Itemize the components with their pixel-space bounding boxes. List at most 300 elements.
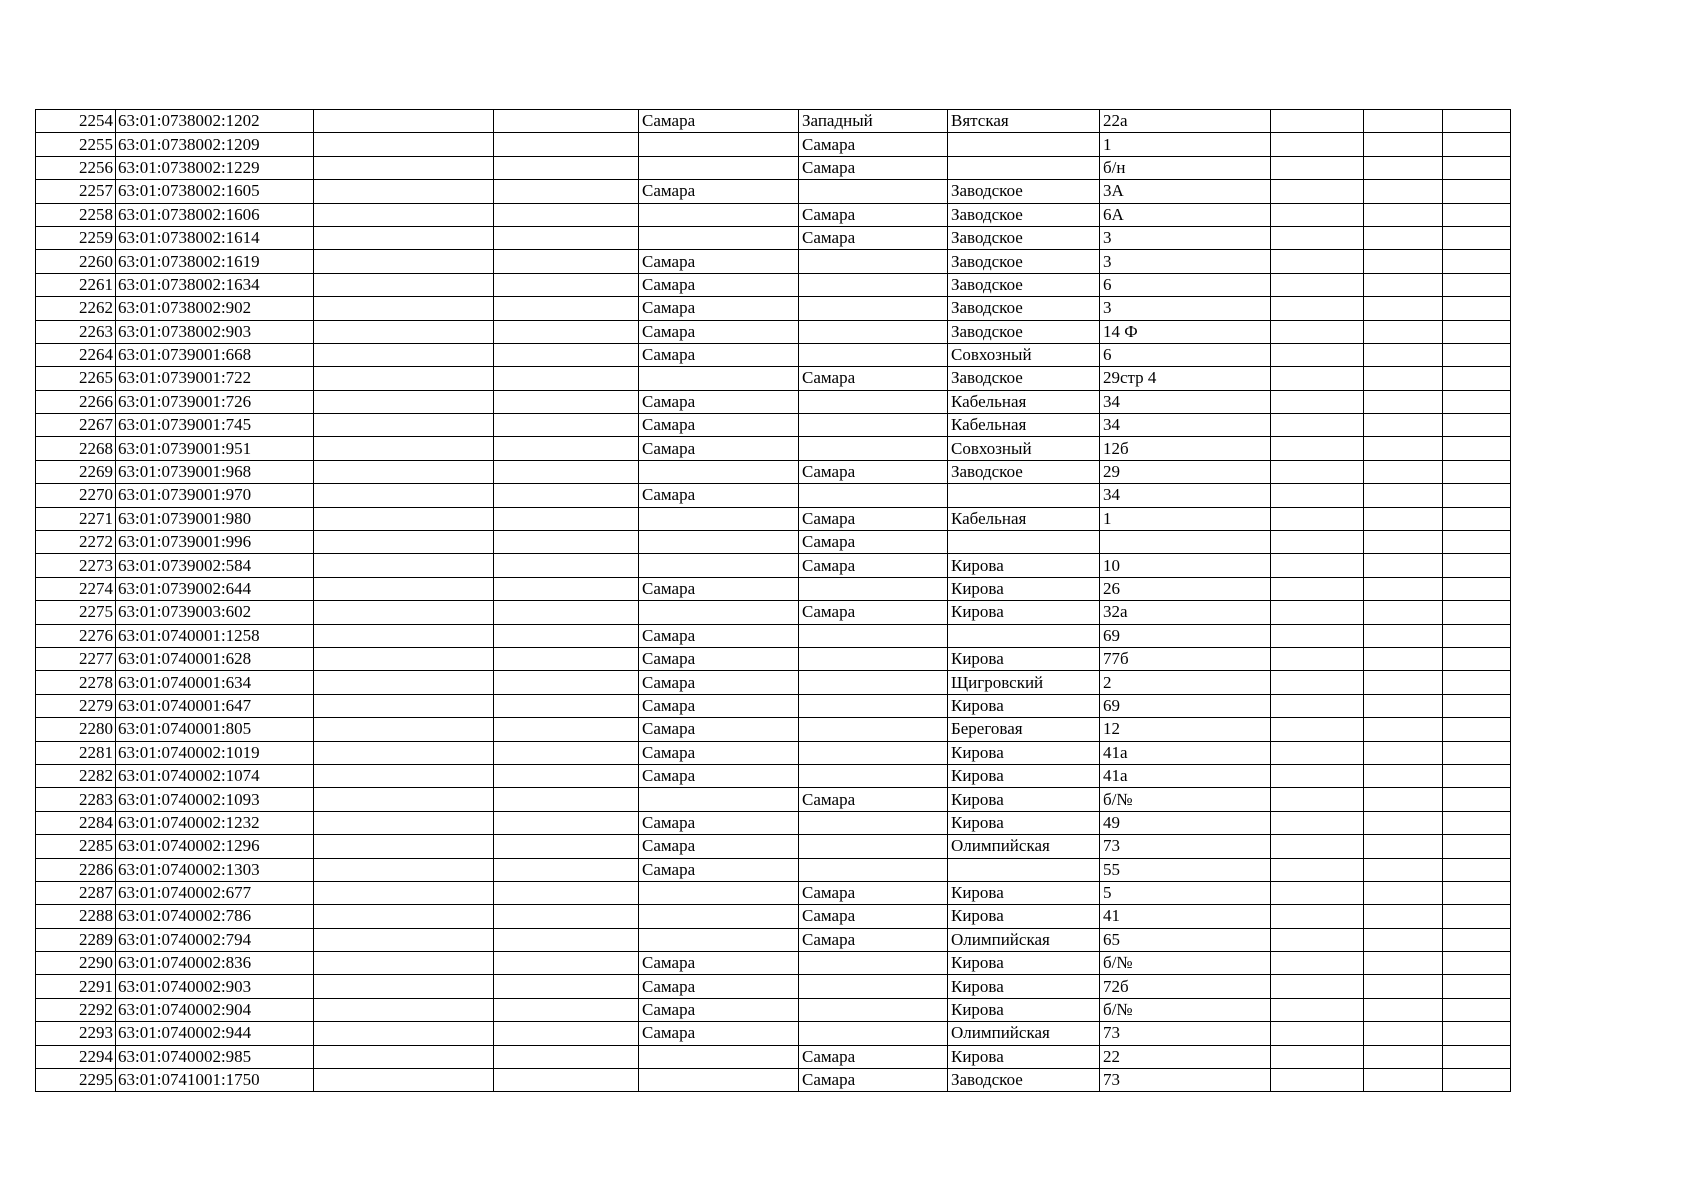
house-number-cell: 6 [1100, 343, 1271, 366]
empty-cell [314, 905, 494, 928]
empty-cell [314, 554, 494, 577]
empty-cell [314, 180, 494, 203]
table-row [36, 952, 1590, 975]
empty-cell [1443, 835, 1511, 858]
empty-cell [314, 507, 494, 530]
empty-cell [1364, 1045, 1443, 1068]
row-number-cell: 2261 [36, 273, 116, 296]
empty-cell [1364, 180, 1443, 203]
empty-cell [1271, 647, 1364, 670]
empty-cell [314, 928, 494, 951]
row-number-cell: 2274 [36, 577, 116, 600]
row-number-cell: 2284 [36, 811, 116, 834]
empty-cell [1364, 835, 1443, 858]
empty-cell [1364, 741, 1443, 764]
empty-cell [1364, 531, 1443, 554]
empty-cell [1443, 671, 1511, 694]
table-row [36, 531, 1590, 554]
empty-cell [1271, 484, 1364, 507]
city-cell: Самара [639, 741, 799, 764]
empty-cell [494, 133, 639, 156]
row-number-cell: 2260 [36, 250, 116, 273]
row-number-cell: 2256 [36, 156, 116, 179]
empty-cell [1443, 647, 1511, 670]
table-row [36, 320, 1590, 343]
row-number-cell: 2290 [36, 952, 116, 975]
house-number-cell: 41а [1100, 741, 1271, 764]
empty-cell [1443, 367, 1511, 390]
empty-cell [1271, 928, 1364, 951]
empty-cell [494, 554, 639, 577]
district-or-city-cell: Самара [799, 133, 948, 156]
city-cell [639, 1069, 799, 1092]
city-cell: Самара [639, 110, 799, 133]
house-number-cell: 3 [1100, 226, 1271, 249]
district-or-city-cell: Самара [799, 601, 948, 624]
empty-cell [1271, 367, 1364, 390]
empty-cell [1271, 156, 1364, 179]
cadastral-number-cell: 63:01:0740002:1303 [116, 858, 314, 881]
street-cell [948, 858, 1100, 881]
empty-cell [494, 858, 639, 881]
empty-cell [314, 414, 494, 437]
row-number-cell: 2293 [36, 1022, 116, 1045]
city-cell: Самара [639, 297, 799, 320]
empty-cell [494, 718, 639, 741]
city-cell [639, 788, 799, 811]
empty-cell [314, 881, 494, 904]
cadastral-number-cell: 63:01:0740002:1019 [116, 741, 314, 764]
street-cell: Кирова [948, 764, 1100, 787]
empty-cell [1271, 343, 1364, 366]
street-cell: Щигровский [948, 671, 1100, 694]
table-row [36, 343, 1590, 366]
empty-cell [494, 203, 639, 226]
house-number-cell: 32а [1100, 601, 1271, 624]
empty-cell [494, 390, 639, 413]
empty-cell [1364, 390, 1443, 413]
city-cell: Самара [639, 343, 799, 366]
cadastral-number-cell: 63:01:0739001:968 [116, 460, 314, 483]
district-or-city-cell: Самара [799, 531, 948, 554]
empty-cell [314, 952, 494, 975]
street-cell: Заводское [948, 273, 1100, 296]
table-row [36, 647, 1590, 670]
empty-cell [1271, 531, 1364, 554]
city-cell [639, 156, 799, 179]
district-or-city-cell [799, 414, 948, 437]
empty-cell [1443, 226, 1511, 249]
empty-cell [1443, 1045, 1511, 1068]
district-or-city-cell [799, 647, 948, 670]
empty-cell [1271, 998, 1364, 1021]
empty-cell [494, 647, 639, 670]
empty-cell [1271, 226, 1364, 249]
district-or-city-cell: Самара [799, 226, 948, 249]
cadastral-number-cell: 63:01:0740002:1232 [116, 811, 314, 834]
empty-cell [314, 531, 494, 554]
district-or-city-cell [799, 741, 948, 764]
table-row [36, 367, 1590, 390]
district-or-city-cell [799, 998, 948, 1021]
empty-cell [314, 156, 494, 179]
empty-cell [1271, 881, 1364, 904]
house-number-cell: 3 [1100, 250, 1271, 273]
empty-cell [494, 273, 639, 296]
row-number-cell: 2279 [36, 694, 116, 717]
cadastral-number-cell: 63:01:0738002:1634 [116, 273, 314, 296]
cadastral-number-cell: 63:01:0740002:794 [116, 928, 314, 951]
empty-cell [314, 998, 494, 1021]
district-or-city-cell [799, 835, 948, 858]
empty-cell [314, 647, 494, 670]
registry-table-body [36, 110, 1590, 1092]
city-cell [639, 531, 799, 554]
house-number-cell: 5 [1100, 881, 1271, 904]
empty-cell [494, 531, 639, 554]
district-or-city-cell [799, 297, 948, 320]
empty-cell [1443, 694, 1511, 717]
empty-cell [314, 764, 494, 787]
empty-cell [314, 343, 494, 366]
house-number-cell: б/№ [1100, 788, 1271, 811]
district-or-city-cell: Самара [799, 905, 948, 928]
table-row [36, 881, 1590, 904]
empty-cell [1364, 110, 1443, 133]
district-or-city-cell: Самара [799, 367, 948, 390]
city-cell: Самара [639, 484, 799, 507]
empty-cell [314, 1022, 494, 1045]
house-number-cell: 72б [1100, 975, 1271, 998]
empty-cell [1271, 554, 1364, 577]
cadastral-number-cell: 63:01:0739003:602 [116, 601, 314, 624]
row-number-cell: 2255 [36, 133, 116, 156]
empty-cell [494, 998, 639, 1021]
street-cell: Заводское [948, 250, 1100, 273]
city-cell: Самара [639, 811, 799, 834]
empty-cell [1443, 952, 1511, 975]
empty-cell [1364, 694, 1443, 717]
cadastral-number-cell: 63:01:0739001:996 [116, 531, 314, 554]
table-row [36, 998, 1590, 1021]
empty-cell [1443, 764, 1511, 787]
row-number-cell: 2283 [36, 788, 116, 811]
table-row [36, 156, 1590, 179]
cadastral-number-cell: 63:01:0740002:677 [116, 881, 314, 904]
empty-cell [314, 577, 494, 600]
registry-sheet [35, 109, 1590, 1092]
empty-cell [1443, 975, 1511, 998]
row-number-cell: 2277 [36, 647, 116, 670]
table-row [36, 1022, 1590, 1045]
table-row [36, 577, 1590, 600]
cadastral-number-cell: 63:01:0739002:584 [116, 554, 314, 577]
house-number-cell: 26 [1100, 577, 1271, 600]
empty-cell [1271, 133, 1364, 156]
street-cell: Заводское [948, 226, 1100, 249]
empty-cell [314, 788, 494, 811]
empty-cell [1364, 811, 1443, 834]
street-cell [948, 133, 1100, 156]
city-cell: Самара [639, 975, 799, 998]
empty-cell [1443, 156, 1511, 179]
empty-cell [314, 1045, 494, 1068]
empty-cell [1443, 1022, 1511, 1045]
empty-cell [494, 1045, 639, 1068]
empty-cell [1364, 133, 1443, 156]
empty-cell [314, 671, 494, 694]
row-number-cell: 2292 [36, 998, 116, 1021]
empty-cell [314, 320, 494, 343]
empty-cell [1443, 320, 1511, 343]
district-or-city-cell: Самара [799, 881, 948, 904]
cadastral-number-cell: 63:01:0739001:668 [116, 343, 314, 366]
empty-cell [1364, 647, 1443, 670]
street-cell [948, 156, 1100, 179]
row-number-cell: 2286 [36, 858, 116, 881]
empty-cell [494, 835, 639, 858]
empty-cell [494, 671, 639, 694]
row-number-cell: 2267 [36, 414, 116, 437]
table-row [36, 507, 1590, 530]
empty-cell [1364, 367, 1443, 390]
empty-cell [1364, 414, 1443, 437]
empty-cell [1364, 1069, 1443, 1092]
empty-cell [1271, 788, 1364, 811]
row-number-cell: 2281 [36, 741, 116, 764]
empty-cell [314, 273, 494, 296]
empty-cell [494, 975, 639, 998]
row-number-cell: 2291 [36, 975, 116, 998]
row-number-cell: 2282 [36, 764, 116, 787]
cadastral-number-cell: 63:01:0738002:1229 [116, 156, 314, 179]
empty-cell [1271, 601, 1364, 624]
row-number-cell: 2263 [36, 320, 116, 343]
house-number-cell: 73 [1100, 835, 1271, 858]
city-cell: Самара [639, 694, 799, 717]
cadastral-number-cell: 63:01:0738002:1209 [116, 133, 314, 156]
city-cell: Самара [639, 858, 799, 881]
house-number-cell: б/№ [1100, 952, 1271, 975]
empty-cell [1443, 998, 1511, 1021]
empty-cell [1443, 531, 1511, 554]
empty-cell [494, 952, 639, 975]
city-cell [639, 1045, 799, 1068]
house-number-cell: 3 [1100, 297, 1271, 320]
empty-cell [1364, 601, 1443, 624]
house-number-cell: 1 [1100, 133, 1271, 156]
empty-cell [1364, 952, 1443, 975]
empty-cell [1271, 718, 1364, 741]
table-row [36, 905, 1590, 928]
row-number-cell: 2273 [36, 554, 116, 577]
city-cell [639, 554, 799, 577]
city-cell: Самара [639, 952, 799, 975]
city-cell: Самара [639, 180, 799, 203]
empty-cell [1443, 460, 1511, 483]
cadastral-number-cell: 63:01:0740001:634 [116, 671, 314, 694]
empty-cell [1364, 437, 1443, 460]
district-or-city-cell: Западный [799, 110, 948, 133]
table-row [36, 601, 1590, 624]
empty-cell [1364, 718, 1443, 741]
district-or-city-cell [799, 952, 948, 975]
cadastral-number-cell: 63:01:0739001:726 [116, 390, 314, 413]
city-cell: Самара [639, 764, 799, 787]
empty-cell [1443, 624, 1511, 647]
street-cell: Кирова [948, 952, 1100, 975]
empty-cell [494, 484, 639, 507]
district-or-city-cell [799, 343, 948, 366]
empty-cell [494, 437, 639, 460]
table-row [36, 180, 1590, 203]
empty-cell [1364, 858, 1443, 881]
empty-cell [1364, 998, 1443, 1021]
house-number-cell: 77б [1100, 647, 1271, 670]
cadastral-number-cell: 63:01:0738002:1614 [116, 226, 314, 249]
empty-cell [1271, 577, 1364, 600]
table-row [36, 764, 1590, 787]
cadastral-number-cell: 63:01:0738002:903 [116, 320, 314, 343]
city-cell: Самара [639, 647, 799, 670]
empty-cell [494, 180, 639, 203]
table-row [36, 858, 1590, 881]
district-or-city-cell [799, 811, 948, 834]
house-number-cell: 2 [1100, 671, 1271, 694]
empty-cell [494, 577, 639, 600]
row-number-cell: 2285 [36, 835, 116, 858]
street-cell: Береговая [948, 718, 1100, 741]
empty-cell [1271, 1022, 1364, 1045]
empty-cell [494, 788, 639, 811]
empty-cell [494, 110, 639, 133]
street-cell: Кирова [948, 554, 1100, 577]
table-row [36, 226, 1590, 249]
city-cell: Самара [639, 273, 799, 296]
empty-cell [314, 718, 494, 741]
district-or-city-cell [799, 671, 948, 694]
row-number-cell: 2270 [36, 484, 116, 507]
city-cell: Самара [639, 437, 799, 460]
empty-cell [314, 437, 494, 460]
empty-cell [494, 905, 639, 928]
row-number-cell: 2265 [36, 367, 116, 390]
house-number-cell: 29стр 4 [1100, 367, 1271, 390]
row-number-cell: 2295 [36, 1069, 116, 1092]
house-number-cell: 34 [1100, 484, 1271, 507]
empty-cell [314, 390, 494, 413]
empty-cell [1364, 554, 1443, 577]
empty-cell [1443, 905, 1511, 928]
house-number-cell: 41 [1100, 905, 1271, 928]
city-cell: Самара [639, 250, 799, 273]
empty-cell [494, 414, 639, 437]
city-cell [639, 226, 799, 249]
empty-cell [1443, 250, 1511, 273]
empty-cell [1364, 250, 1443, 273]
empty-cell [1364, 788, 1443, 811]
district-or-city-cell: Самара [799, 788, 948, 811]
empty-cell [1364, 226, 1443, 249]
district-or-city-cell [799, 858, 948, 881]
empty-cell [1443, 273, 1511, 296]
empty-cell [1271, 203, 1364, 226]
city-cell: Самара [639, 718, 799, 741]
city-cell: Самара [639, 320, 799, 343]
empty-cell [1364, 905, 1443, 928]
row-number-cell: 2269 [36, 460, 116, 483]
empty-cell [1271, 1069, 1364, 1092]
cadastral-number-cell: 63:01:0740002:1296 [116, 835, 314, 858]
empty-cell [1271, 110, 1364, 133]
cadastral-number-cell: 63:01:0740002:904 [116, 998, 314, 1021]
house-number-cell: 34 [1100, 414, 1271, 437]
table-row [36, 624, 1590, 647]
empty-cell [1364, 343, 1443, 366]
district-or-city-cell: Самара [799, 1069, 948, 1092]
street-cell: Заводское [948, 460, 1100, 483]
empty-cell [1271, 180, 1364, 203]
cadastral-number-cell: 63:01:0739001:745 [116, 414, 314, 437]
cadastral-number-cell: 63:01:0739002:644 [116, 577, 314, 600]
cadastral-number-cell: 63:01:0738002:902 [116, 297, 314, 320]
street-cell [948, 484, 1100, 507]
empty-cell [1364, 671, 1443, 694]
house-number-cell: 73 [1100, 1069, 1271, 1092]
table-row [36, 1045, 1590, 1068]
street-cell: Кабельная [948, 390, 1100, 413]
cadastral-number-cell: 63:01:0740001:647 [116, 694, 314, 717]
empty-cell [1271, 952, 1364, 975]
empty-cell [1271, 671, 1364, 694]
empty-cell [1443, 718, 1511, 741]
district-or-city-cell [799, 437, 948, 460]
city-cell [639, 905, 799, 928]
table-row [36, 273, 1590, 296]
city-cell [639, 928, 799, 951]
cadastral-number-cell: 63:01:0738002:1202 [116, 110, 314, 133]
district-or-city-cell [799, 250, 948, 273]
row-number-cell: 2258 [36, 203, 116, 226]
empty-cell [1443, 484, 1511, 507]
empty-cell [314, 297, 494, 320]
street-cell: Кирова [948, 881, 1100, 904]
house-number-cell: 34 [1100, 390, 1271, 413]
table-row [36, 811, 1590, 834]
empty-cell [1364, 156, 1443, 179]
street-cell: Вятская [948, 110, 1100, 133]
row-number-cell: 2294 [36, 1045, 116, 1068]
registry-table [35, 109, 1590, 1092]
street-cell: Кирова [948, 811, 1100, 834]
district-or-city-cell: Самара [799, 928, 948, 951]
street-cell [948, 531, 1100, 554]
empty-cell [314, 226, 494, 249]
empty-cell [494, 811, 639, 834]
empty-cell [314, 460, 494, 483]
row-number-cell: 2264 [36, 343, 116, 366]
district-or-city-cell: Самара [799, 1045, 948, 1068]
district-or-city-cell [799, 1022, 948, 1045]
empty-cell [314, 110, 494, 133]
cadastral-number-cell: 63:01:0738002:1619 [116, 250, 314, 273]
street-cell: Кирова [948, 601, 1100, 624]
empty-cell [1364, 507, 1443, 530]
empty-cell [494, 297, 639, 320]
table-row [36, 975, 1590, 998]
cadastral-number-cell: 63:01:0739001:951 [116, 437, 314, 460]
empty-cell [1271, 297, 1364, 320]
